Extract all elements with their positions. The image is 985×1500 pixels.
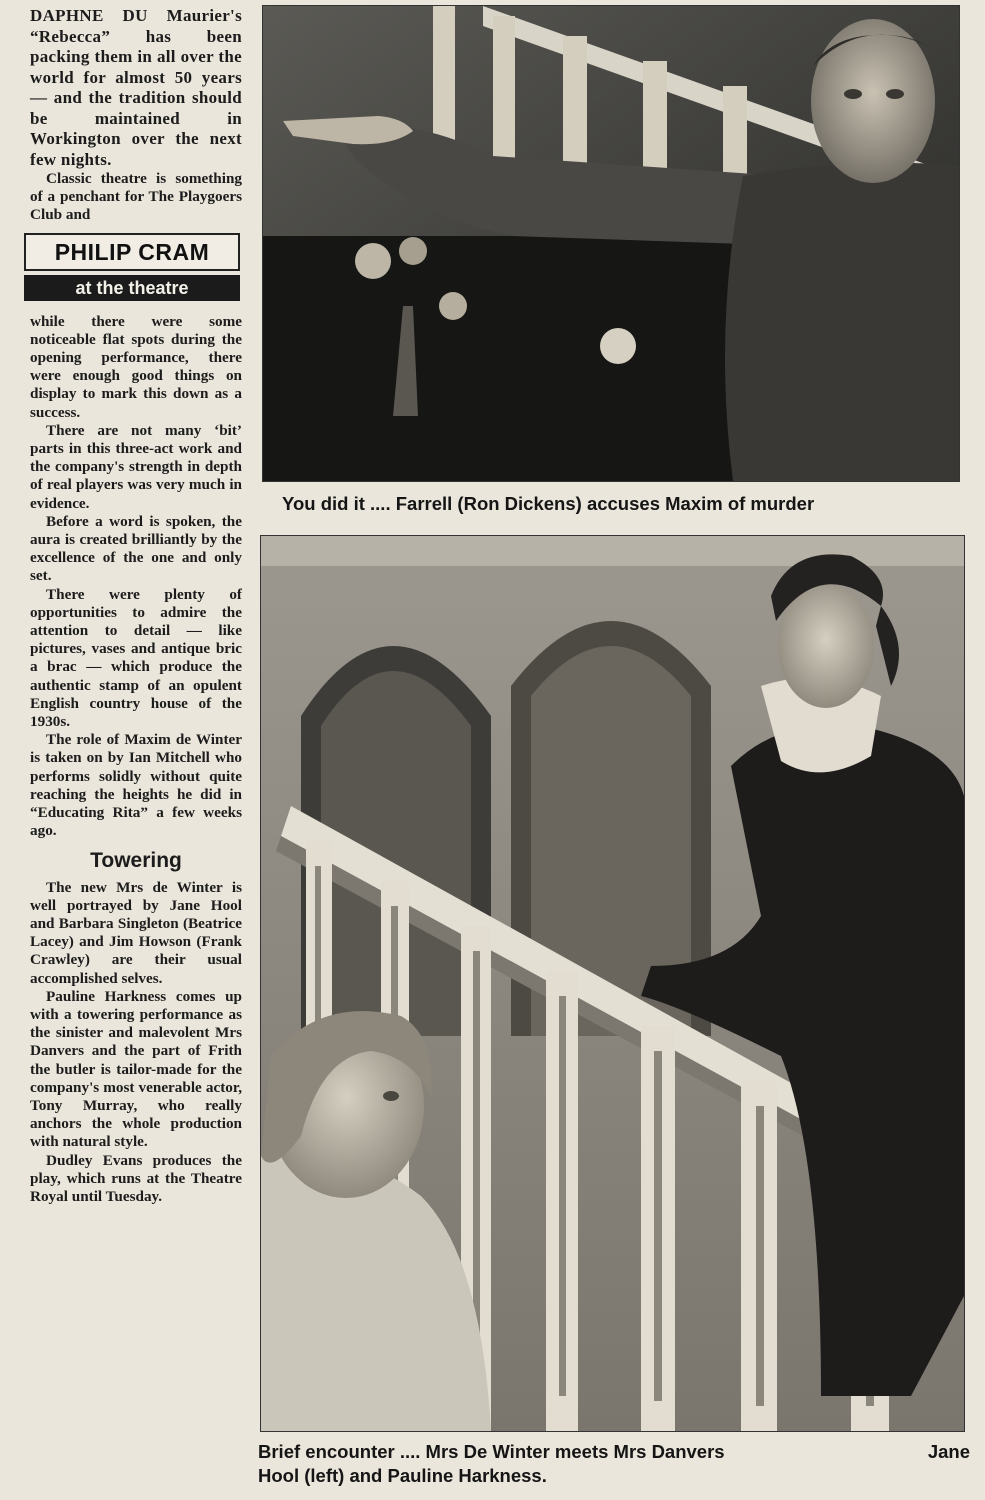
photo-farrell-image <box>263 6 959 481</box>
photo-caption-line1: Brief encounter .... Mrs De Winter meets Mrs Danvers <box>258 1441 725 1462</box>
byline-tag: at the theatre <box>24 275 240 301</box>
article-paragraph: The new Mrs de Winter is well portrayed by Jane Hool and Barbara Singleton (Beatrice Lacey) and Jim Howson (Frank Crawley) are their usual accomplished selves. <box>30 878 242 987</box>
photo-caption-bottom <box>258 1440 970 1488</box>
subheading: Towering <box>90 848 182 872</box>
photo-farrell-accuses <box>262 5 960 482</box>
photo-brief-encounter-image <box>261 536 964 1431</box>
photo-caption-top: You did it .... Farrell (Ron Dickens) accuses Maxim of murder <box>282 493 815 514</box>
photo-caption-line2: Hool (left) and Pauline Harkness. <box>258 1465 547 1486</box>
article-paragraph: Classic theatre is something of a penchant for The Playgoers Club and <box>30 170 242 224</box>
article-lead: DAPHNE DU Maurier's “Rebecca” has been packing them in all over the world for almost 50 years — and the tradition should be maintained in Workington over the next few nights. <box>30 6 242 169</box>
article-paragraph: Before a word is spoken, the aura is created brilliantly by the excellence of the one and only set. <box>30 512 242 585</box>
article-paragraph: The role of Maxim de Winter is taken on by Ian Mitchell who performs solidly without quite reaching the heights he did in “Educating Rita” a few weeks ago. <box>30 731 242 840</box>
article-paragraph: There are not many ‘bit’ parts in this three-act work and the company's strength in depth of real players was very much in evidence. <box>30 421 242 512</box>
article-column <box>30 6 242 1496</box>
article-paragraph: while there were some noticeable flat spots during the opening performance, there were enough good things on display to mark this down as a success. <box>30 312 242 421</box>
byline-name: PHILIP CRAM <box>24 233 240 271</box>
article-paragraph: There were plenty of opportunities to admire the attention to detail — like pictures, vases and antique bric a brac — which produce the authentic stamp of an opulent English country house of the 1930s. <box>30 585 242 731</box>
photo-caption-credit: Jane <box>927 1441 970 1462</box>
article-paragraph: Dudley Evans produces the play, which runs at the Theatre Royal until Tuesday. <box>30 1151 242 1205</box>
photo-brief-encounter <box>260 535 965 1432</box>
article-paragraph: Pauline Harkness comes up with a towering performance as the sinister and malevolent Mrs Danvers and the part of Frith the butler is tailor-made for the company's most venerable actor, Tony Murray, who really anchors the whole production with natural style. <box>30 987 242 1151</box>
